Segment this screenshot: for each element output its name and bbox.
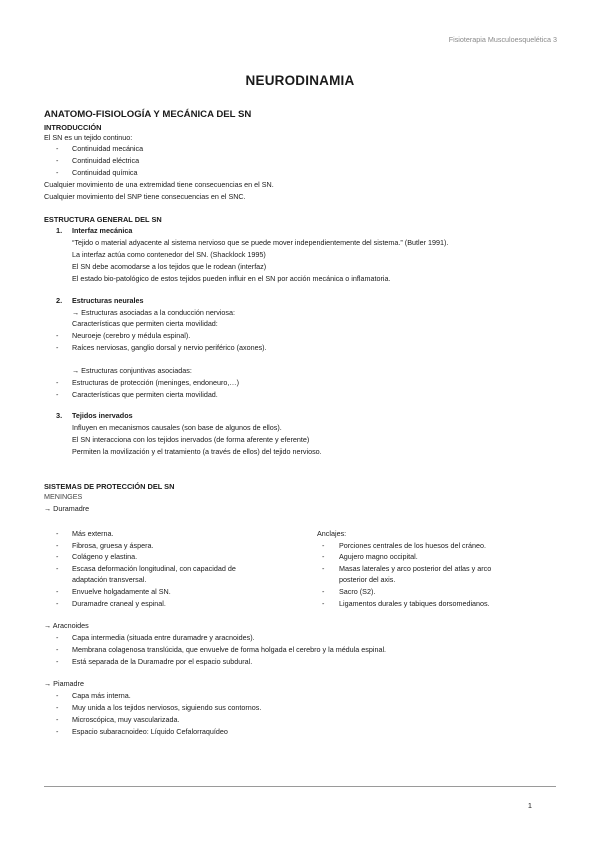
duramadre-item: Envuelve holgadamente al SN.	[72, 587, 171, 596]
bullet-dash: -	[56, 657, 59, 666]
item-line: Características que permiten cierta movilidad:	[72, 319, 218, 328]
bullet-dash: -	[322, 552, 325, 561]
bullet-dash: -	[56, 168, 59, 177]
item-line: Permiten la movilización y el tratamiento (a través de ellos) del tejido nervioso.	[72, 447, 322, 456]
bullet-dash: -	[56, 552, 59, 561]
structure-heading: ESTRUCTURA GENERAL DEL SN	[44, 215, 162, 224]
duramadre-item: Fibrosa, gruesa y áspera.	[72, 541, 154, 550]
item-line: La interfaz actúa como contenedor del SN. (Shacklock 1995)	[72, 250, 266, 259]
page-title: NEURODINAMIA	[245, 73, 355, 88]
bullet-dash: -	[56, 378, 59, 387]
piamadre-item: Muy unida a los tejidos nerviosos, siguiendo sus contornos.	[72, 703, 262, 712]
bullet-dash: -	[56, 541, 59, 550]
bullet-dash: -	[56, 529, 59, 538]
running-header: Fisioterapia Musculoesquelética 3	[448, 35, 557, 44]
item-title: Interfaz mecánica	[72, 226, 133, 235]
intro-item: Continuidad química	[72, 168, 138, 177]
item-bullet: Características que permiten cierta movilidad.	[72, 390, 218, 399]
item-line: Influyen en mecanismos causales (son base de algunos de ellos).	[72, 423, 282, 432]
aracnoides-item: Membrana colagenosa translúcida, que envuelve de forma holgada el cerebro y la médula espinal.	[72, 645, 387, 654]
bullet-dash: -	[56, 144, 59, 153]
item-bullet: Estructuras de protección (meninges, endoneuro,…)	[72, 378, 239, 387]
item-number: 1.	[56, 226, 63, 235]
duramadre-label: → Duramadre	[44, 504, 90, 513]
aracnoides-label: → Aracnoides	[44, 621, 89, 630]
footer-rule	[44, 786, 556, 787]
bullet-dash: -	[56, 727, 59, 736]
bullet-dash: -	[56, 691, 59, 700]
bullet-dash: -	[56, 343, 59, 352]
intro-heading: INTRODUCCIÓN	[44, 123, 102, 132]
item-title: Tejidos inervados	[72, 411, 133, 420]
item-bullet: Raíces nerviosas, ganglio dorsal y nervio periférico (axones).	[72, 343, 267, 352]
duramadre-item: Colágeno y elastina.	[72, 552, 138, 561]
anchor-item: Agujero magno occipital.	[339, 552, 418, 561]
duramadre-item: Duramadre craneal y espinal.	[72, 599, 166, 608]
item-line: El SN debe acomodarse a los tejidos que le rodean (interfaz)	[72, 262, 267, 271]
bullet-dash: -	[56, 564, 59, 573]
piamadre-label: → Piamadre	[44, 679, 84, 688]
duramadre-item-cont: adaptación transversal.	[72, 575, 147, 584]
piamadre-item: Capa más interna.	[72, 691, 131, 700]
item-line: El estado bio-patológico de estos tejidos pueden influir en el SN por acción mecánica o inflamatoria.	[72, 274, 391, 283]
item-subheading: → Estructuras conjuntivas asociadas:	[72, 366, 192, 375]
bullet-dash: -	[56, 645, 59, 654]
meninges-label: MENINGES	[44, 492, 83, 501]
item-number: 2.	[56, 296, 63, 305]
bullet-dash: -	[56, 331, 59, 340]
bullet-dash: -	[56, 390, 59, 399]
bullet-dash: -	[56, 599, 59, 608]
anchor-item: Porciones centrales de los huesos del cráneo.	[339, 541, 487, 550]
intro-item: Continuidad mecánica	[72, 144, 144, 153]
bullet-dash: -	[56, 703, 59, 712]
piamadre-item: Espacio subaracnoideo: Líquido Cefalorraquídeo	[72, 727, 228, 736]
bullet-dash: -	[56, 156, 59, 165]
anchor-item: Ligamentos durales y tabiques dorsomedianos.	[339, 599, 490, 608]
anchor-item: Masas laterales y arco posterior del atlas y arco	[339, 564, 492, 573]
protection-heading: SISTEMAS DE PROTECCIÓN DEL SN	[44, 482, 175, 491]
duramadre-item: Más externa.	[72, 529, 114, 538]
intro-item: Continuidad eléctrica	[72, 156, 140, 165]
aracnoides-item: Está separada de la Duramadre por el espacio subdural.	[72, 657, 253, 666]
intro-paragraph: Cualquier movimiento del SNP tiene consecuencias en el SNC.	[44, 192, 246, 201]
bullet-dash: -	[322, 564, 325, 573]
bullet-dash: -	[322, 541, 325, 550]
item-bullet: Neuroeje (cerebro y médula espinal).	[72, 331, 191, 340]
anchors-title: Anclajes:	[317, 529, 347, 538]
piamadre-item: Microscópica, muy vascularizada.	[72, 715, 180, 724]
bullet-dash: -	[322, 587, 325, 596]
item-title: Estructuras neurales	[72, 296, 144, 305]
item-line: “Tejido o material adyacente al sistema nervioso que se puede mover independientemente del sistema.” (Butler 1991).	[72, 238, 449, 247]
intro-lead: El SN es un tejido continuo:	[44, 133, 133, 142]
intro-paragraph: Cualquier movimiento de una extremidad tiene consecuencias en el SN.	[44, 180, 274, 189]
bullet-dash: -	[56, 587, 59, 596]
bullet-dash: -	[56, 633, 59, 642]
anchor-item: Sacro (S2).	[339, 587, 376, 596]
bullet-dash: -	[56, 715, 59, 724]
aracnoides-item: Capa intermedia (situada entre duramadre y aracnoides).	[72, 633, 255, 642]
duramadre-item: Escasa deformación longitudinal, con capacidad de	[72, 564, 236, 573]
page-number: 1	[527, 801, 532, 810]
item-number: 3.	[56, 411, 63, 420]
anchor-item-cont: posterior del axis.	[339, 575, 396, 584]
item-line: El SN interacciona con los tejidos inervados (de forma aferente y eferente)	[72, 435, 310, 444]
section-title: ANATOMO-FISIOLOGÍA Y MECÁNICA DEL SN	[44, 109, 252, 120]
item-subheading: → Estructuras asociadas a la conducción nerviosa:	[72, 308, 235, 317]
bullet-dash: -	[322, 599, 325, 608]
